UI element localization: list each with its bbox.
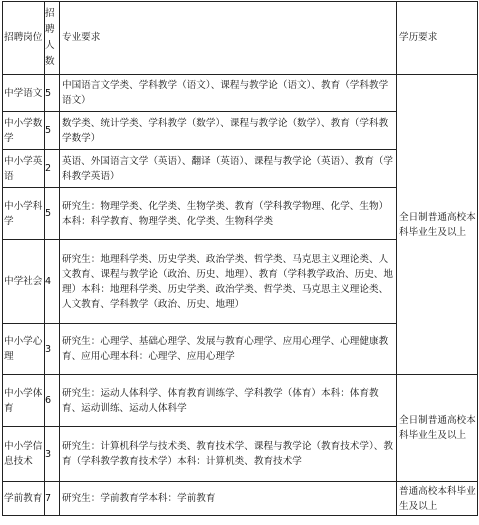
count-cell: 3 (45, 427, 60, 482)
major-cell: 研究生：计算机科学与技术类、教育技术学、课程与教学论（教育技术学）、教育（学科教学教育技术学）本科：计算机类、教育技术学 (60, 427, 397, 482)
position-cell: 中小学英语 (3, 150, 45, 188)
major-cell: 研究生：地理科学类、历史学类、政治学类、哲学类、马克思主义理论类、人文教育、课程与教学论（政治、历史、地理）、教育（学科教学政治、历史、地理）本科：地理科学类、历史学类、政治学类、哲学类、马克思主义理论类、人文教育、学科教学（政治、历史、地理） (60, 240, 397, 324)
position-cell: 中学语文 (3, 75, 45, 112)
major-cell: 研究生：心理学、基础心理学、发展与教育心理学、应用心理学、心理健康教育、应用心理本科：心理学、应用心理学 (60, 324, 397, 375)
count-cell: 3 (45, 324, 60, 375)
table-row (3, 375, 478, 427)
position-cell: 中学社会 (3, 240, 45, 324)
major-cell: 英语、外国语言文学（英语）、翻译（英语）、课程与教学论（英语）、教育（学科教学英语） (60, 150, 397, 188)
count-cell: 4 (45, 240, 60, 324)
count-cell: 6 (45, 375, 60, 427)
position-cell: 中小学科学 (3, 188, 45, 240)
header-row (3, 2, 478, 75)
position-cell: 中小学信息技术 (3, 427, 45, 482)
count-cell: 5 (45, 75, 60, 112)
header-count: 招聘人数 (45, 2, 60, 75)
position-cell: 中小学心理 (3, 324, 45, 375)
count-cell: 5 (45, 188, 60, 240)
recruitment-table (2, 1, 478, 516)
count-cell: 5 (45, 112, 60, 150)
education-cell: 全日制普通高校本科毕业生及以上 (397, 75, 478, 375)
position-cell: 中小学数学 (3, 112, 45, 150)
major-cell: 研究生：运动人体科学、体育教育训练学、学科教学（体育）本科：体育教育、运动训练、运动人体科学 (60, 375, 397, 427)
education-cell: 普通高校本科毕业生及以上 (397, 482, 478, 516)
education-cell: 全日制普通高校本科毕业生及以上 (397, 375, 478, 482)
major-cell: 研究生：学前教育学本科：学前教育 (60, 482, 397, 516)
table-row (3, 75, 478, 112)
major-cell: 数学类、统计学类、学科教学（数学）、课程与教学论（数学）、教育（学科教学数学） (60, 112, 397, 150)
header-education: 学历要求 (397, 2, 478, 75)
table-row (3, 482, 478, 516)
count-cell: 2 (45, 150, 60, 188)
major-cell: 研究生：物理学类、化学类、生物学类、教育（学科教学物理、化学、生物）本科：科学教育、物理学类、化学类、生物科学类 (60, 188, 397, 240)
count-cell: 7 (45, 482, 60, 516)
position-cell: 中小学体育 (3, 375, 45, 427)
major-cell: 中国语言文学类、学科教学（语文）、课程与教学论（语文）、教育（学科教学语文） (60, 75, 397, 112)
header-position: 招聘岗位 (3, 2, 45, 75)
header-major: 专业要求 (60, 2, 397, 75)
position-cell: 学前教育 (3, 482, 45, 516)
